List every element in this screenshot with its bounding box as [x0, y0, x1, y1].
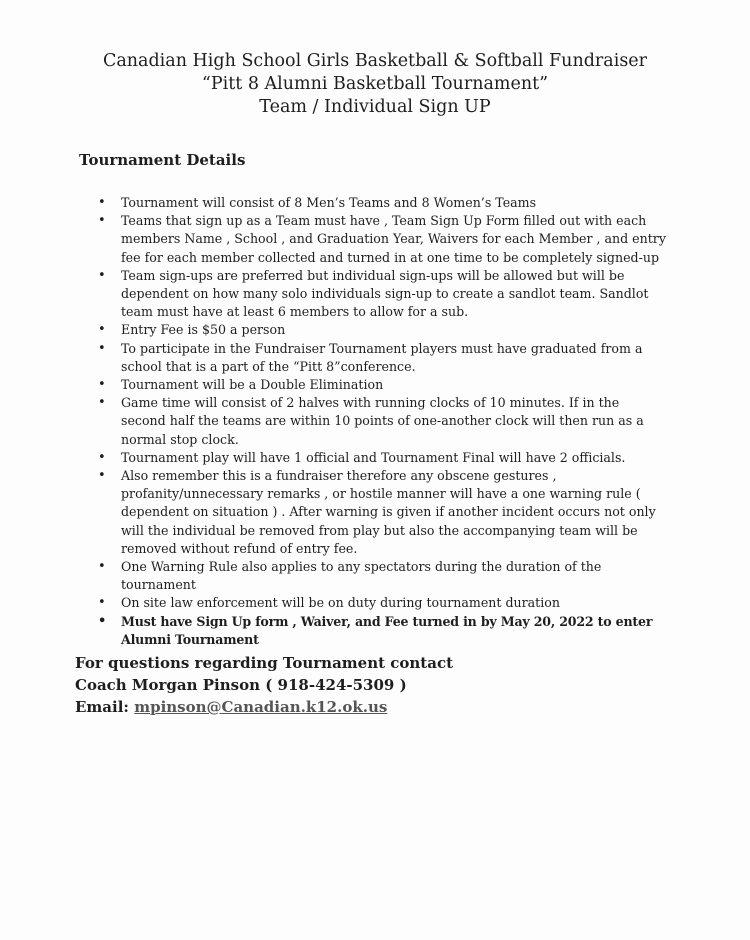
detail-item: • Game time will consist of 2 halves with running clocks of 10 minutes. If in the second half the teams are within 10 points of one-another clock will then run as a normal stop clock. [96, 394, 666, 449]
details-list [96, 194, 666, 649]
contact-line-2: Coach Morgan Pinson ( 918-424-5309 ) [75, 676, 407, 694]
header-line-3: Team / Individual Sign UP [259, 97, 491, 117]
header-line-2: “Pitt 8 Alumni Basketball Tournament” [201, 74, 549, 94]
document-header [0, 50, 750, 119]
detail-item: • Teams that sign up as a Team must have , Team Sign Up Form filled out with each members Name , School , and Graduation Year, Waivers for each Member , and entry fee for each member collected and turned in at one time to be completely signed-up [96, 212, 666, 267]
detail-item: • One Warning Rule also applies to any spectators during the duration of the tournament [96, 558, 666, 594]
detail-item: • Tournament will be a Double Elimination [96, 376, 666, 394]
section-title: Tournament Details [79, 151, 246, 169]
contact-block [75, 652, 453, 718]
detail-item-deadline: • Must have Sign Up form , Waiver, and Fee turned in by May 20, 2022 to enter Alumni Tournament [96, 613, 666, 649]
contact-email-row [75, 696, 453, 718]
detail-item: • Tournament play will have 1 official and Tournament Final will have 2 officials. [96, 449, 666, 467]
detail-item: • Team sign-ups are preferred but individual sign-ups will be allowed but will be dependent on how many solo individuals sign-up to create a sandlot team. Sandlot team must have at least 6 members to allow for a sub. [96, 267, 666, 322]
detail-item: • Also remember this is a fundraiser therefore any obscene gestures , profanity/unnecessary remarks , or hostile manner will have a one warning rule ( dependent on situation ) . After warning is given if another incident occurs not only will the individual be removed from play but also the accompanying team will be removed without refund of entry fee. [96, 467, 666, 558]
detail-item: • Tournament will consist of 8 Men’s Teams and 8 Women’s Teams [96, 194, 666, 212]
email-label: Email: [75, 698, 129, 716]
detail-item: • Entry Fee is $50 a person [96, 321, 666, 339]
email-link[interactable]: mpinson@Canadian.k12.ok.us [134, 698, 388, 716]
detail-item: • To participate in the Fundraiser Tournament players must have graduated from a school that is a part of the “Pitt 8”conference. [96, 340, 666, 376]
contact-line-1: For questions regarding Tournament contact [75, 654, 454, 672]
detail-item: • On site law enforcement will be on duty during tournament duration [96, 594, 666, 612]
header-line-1: Canadian High School Girls Basketball & Softball Fundraiser [102, 51, 648, 71]
